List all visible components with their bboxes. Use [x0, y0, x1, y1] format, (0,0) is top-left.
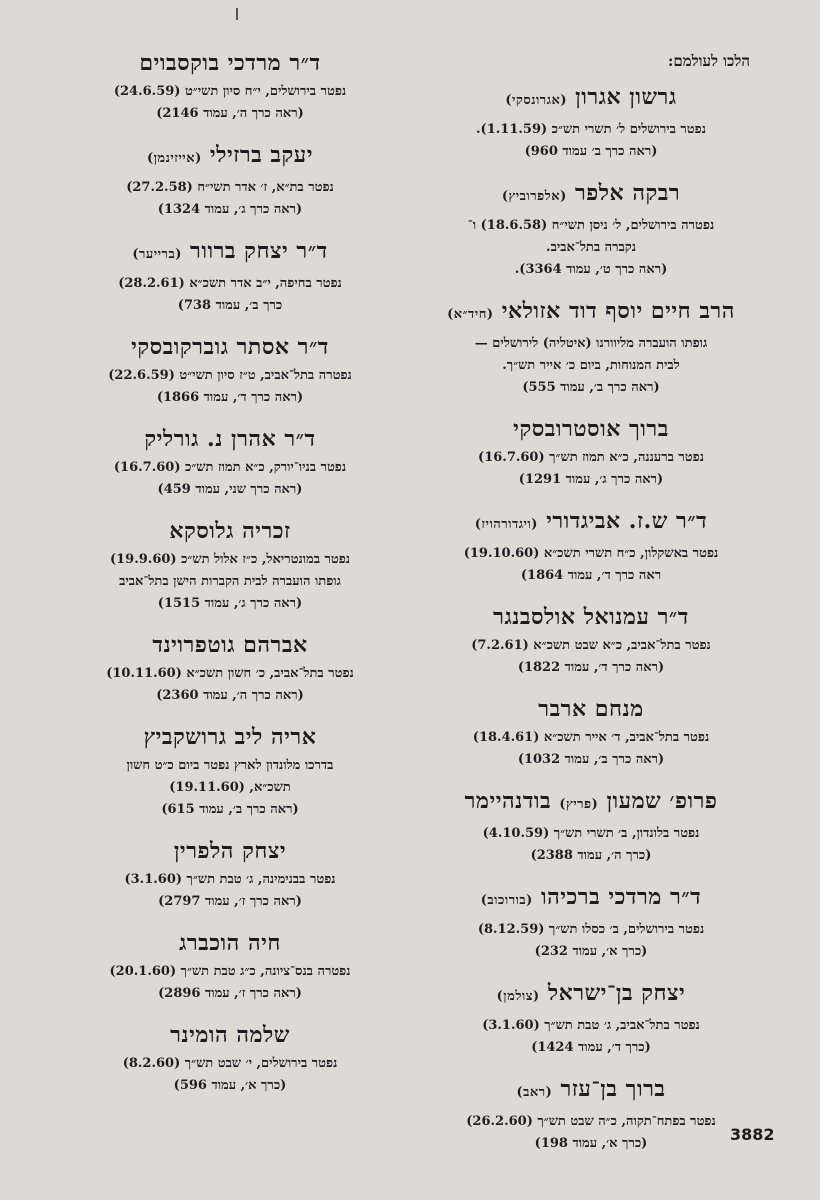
- entry-name: [80, 516, 380, 546]
- person-name: חיה הוכברג: [179, 930, 281, 956]
- former-name: (אגרונסקי): [505, 93, 567, 108]
- volume-reference: (ראה כרך ג׳, עמוד 1291): [518, 472, 664, 487]
- volume-reference: (ראה כרך ג׳, עמוד 1324): [157, 202, 303, 217]
- death-detail-line: נפטר ברעננה, כ״א תמוז תש״ך (16.7.60): [478, 450, 704, 465]
- obituary-entry: [80, 424, 380, 501]
- entry-name: [422, 296, 760, 330]
- death-detail-line: נפטר בניו־יורק, כ״א תמוז תש״כ (16.7.60): [113, 460, 347, 475]
- person-surname: בודנהיימר: [464, 788, 552, 814]
- obituary-entry: [80, 48, 380, 125]
- left-column: [80, 48, 380, 1112]
- obituary-entry: [80, 332, 380, 409]
- volume-reference: (ראה כרך ד׳, עמוד 1822): [517, 660, 665, 675]
- entry-name: [80, 722, 380, 752]
- entry-name: [80, 928, 380, 958]
- person-name: ברוך אוסטרובסקי: [513, 416, 669, 442]
- volume-reference: (ראה כרך ז׳, עמוד 2896): [158, 986, 302, 1001]
- volume-reference: (כרך א׳, עמוד 596): [173, 1078, 287, 1093]
- death-detail-line: נפטרה בנס־ציונה, כ״ג טבת תש״ך (20.1.60): [109, 964, 351, 979]
- obituary-entry: [80, 516, 380, 615]
- obituary-entry: [80, 1020, 380, 1097]
- former-name: (פריץ): [559, 797, 599, 812]
- person-name: פרופ׳ שמעון: [606, 788, 718, 814]
- former-name: (אייזינמן): [146, 151, 202, 166]
- death-detail-line: גופתו הועברה מליוורנו (איטליה) לירושלים —: [474, 336, 708, 351]
- death-detail-line: נפטר בחיפה, י״ב אדר תשכ״א (28.2.61): [118, 276, 342, 291]
- volume-reference: (ראה כרך ט׳, עמוד 3364).: [514, 262, 668, 277]
- person-name: אברהם גוטפרוינד: [152, 632, 308, 658]
- entry-name: [80, 630, 380, 660]
- person-name: רבקה אלפר: [574, 180, 681, 206]
- volume-reference: (ראה כרך ב׳, עמוד 615): [161, 802, 299, 817]
- volume-reference: (כרך ד׳, עמוד 1424): [531, 1040, 651, 1055]
- obituary-entry: [422, 694, 760, 771]
- volume-reference: (ראה כרך ב׳, עמוד 1032): [517, 752, 665, 767]
- obituary-entry: [422, 1074, 760, 1155]
- volume-reference: (כרך א׳, עמוד 198): [534, 1136, 648, 1151]
- death-detail-line: לבית המנוחות, ביום כ׳ אייר תש״ך.: [502, 358, 680, 373]
- person-name: מנחם ארבר: [538, 696, 644, 722]
- entry-name: [80, 140, 380, 174]
- former-name: (אלפרוביץ): [501, 189, 567, 204]
- entry-name: [422, 1074, 760, 1108]
- death-detail-line: גופתו הועברה לבית הקברות הישן בתל־אביב: [119, 574, 341, 589]
- obituary-entry: [422, 296, 760, 399]
- person-name: ד״ר עמנואל אולסבנגר: [493, 604, 689, 630]
- death-detail-line: נקברה בתל־אביב.: [546, 240, 636, 255]
- volume-reference: (ראה כרך שני, עמוד 459): [157, 482, 303, 497]
- entry-name: [422, 602, 760, 632]
- person-name: שלמה הומינר: [170, 1022, 290, 1048]
- obituary-entry: [422, 178, 760, 281]
- volume-reference: (ראה כרך ב׳ עמוד 960): [524, 144, 658, 159]
- death-detail-line: נפטר בלונדון, ב׳ תשרי תש״ך (4.10.59): [482, 826, 700, 841]
- entry-name: [422, 978, 760, 1012]
- obituary-entry: [80, 836, 380, 913]
- person-name: אריה ליב גרושקביץ: [143, 724, 317, 750]
- person-name: יצחק הלפרין: [173, 838, 287, 864]
- volume-reference: (ראה כרך ה׳, עמוד 2146): [156, 106, 304, 121]
- obituary-entry: [422, 786, 760, 867]
- person-name: גרשון אגרון: [575, 84, 677, 110]
- death-detail-line: נפטרה בתל־אביב, ט״ז סיון תשי״ט (22.6.59): [108, 368, 352, 383]
- volume-reference: (כרך א׳, עמוד 232): [534, 944, 648, 959]
- obituary-entry: [422, 82, 760, 163]
- volume-reference: (ראה כרך ג׳, עמוד 1515): [157, 596, 303, 611]
- person-name: ד״ר אהרן נ. גורליק: [144, 426, 316, 452]
- death-detail-line: נפטר בתל־אביב, ד׳ אייר תשכ״א (18.4.61): [472, 730, 710, 745]
- entry-name: [80, 236, 380, 270]
- person-name: יעקב ברזילי: [209, 142, 314, 168]
- volume-reference: (כרך ה׳, עמוד 2388): [530, 848, 652, 863]
- entry-name: [80, 1020, 380, 1050]
- former-name: (צולמן): [496, 989, 540, 1004]
- person-name: הרב חיים יוסף דוד אזולאי: [501, 298, 735, 324]
- death-detail-line: נפטר בתל־אביב, כ׳ חשון תשכ״א (10.11.60): [106, 666, 354, 681]
- volume-reference: (ראה כרך ב׳, עמוד 555): [522, 380, 660, 395]
- death-detail-line: נפטרה בירושלים, ל׳ ניסן תשי״ח (18.6.58) ו־: [467, 218, 715, 233]
- entry-name: [80, 332, 380, 362]
- volume-reference: (ראה כרך ה׳, עמוד 2360): [156, 688, 304, 703]
- entry-name: [422, 506, 760, 540]
- obituary-entry: [422, 414, 760, 491]
- obituary-entry: [80, 630, 380, 707]
- death-detail-line: בדרכו מלונדון לארץ נפטר ביום כ״ט חשון: [126, 758, 334, 773]
- obituary-entry: [422, 506, 760, 587]
- former-name: (חיד״א): [447, 307, 494, 322]
- death-detail-line: נפטר בירושלים, ב׳ כסלו תש״ך (8.12.59): [477, 922, 705, 937]
- person-name: זכריה גלוסקא: [169, 518, 291, 544]
- death-detail-line: נפטר במונטריאל, כ״ז אלול תש״כ (19.9.60): [109, 552, 351, 567]
- entry-name: [422, 82, 760, 116]
- obituary-entry: [422, 978, 760, 1059]
- obituary-entry: [422, 602, 760, 679]
- entry-name: [80, 48, 380, 78]
- person-name: ד״ר מרדכי ברכיהו: [541, 884, 702, 910]
- death-detail-line: נפטר בתל־אביב, ג׳ טבת תש״ך (3.1.60): [482, 1018, 700, 1033]
- former-name: (ברייער): [132, 247, 182, 262]
- person-name: ברוך בן־עזר: [560, 1076, 666, 1102]
- volume-reference: (ראה כרך ד׳, עמוד 1866): [156, 390, 304, 405]
- right-column: [422, 82, 760, 1170]
- person-name: ד״ר מרדכי בוקסבוים: [139, 50, 321, 76]
- death-detail-line: תשכ״א, (19.11.60): [169, 780, 291, 795]
- person-name: ד״ר אסתר גוברקובסקי: [131, 334, 329, 360]
- death-detail-line: נפטר בירושלים, י״ח סיון תשי״ט (24.6.59): [113, 84, 347, 99]
- entry-name: [80, 836, 380, 866]
- former-name: (בורוכוב): [480, 893, 533, 908]
- page-number: 3882: [730, 1125, 775, 1144]
- death-detail-line: נפטר בירושלים ל׳ תשרי תש״כ (1.11.59).: [476, 122, 706, 137]
- death-detail-line: נפטר בפתח־תקוה, כ״ה שבט תש״ך (26.2.60): [466, 1114, 716, 1129]
- section-header: הלכו לעולמם:: [667, 52, 750, 70]
- person-name: ד״ר יצחק ברוור: [190, 238, 328, 264]
- volume-reference: ראה כרך ד׳, עמוד 1864): [520, 568, 662, 583]
- entry-name: [422, 694, 760, 724]
- entry-name: [422, 882, 760, 916]
- entry-name: [422, 178, 760, 212]
- obituary-entry: [80, 140, 380, 221]
- person-name: יצחק בן־ישראל: [547, 980, 686, 1006]
- obituary-entry: [422, 882, 760, 963]
- former-name: (ראב): [516, 1085, 553, 1100]
- obituary-entry: [80, 236, 380, 317]
- obituary-entry: [80, 722, 380, 821]
- scan-mark: [236, 8, 238, 20]
- former-name: (ויגדורהויז): [474, 517, 538, 532]
- volume-reference: כרך ב׳, עמוד 738): [177, 298, 283, 313]
- obituary-entry: [80, 928, 380, 1005]
- volume-reference: (ראה כרך ז׳, עמוד 2797): [158, 894, 302, 909]
- entry-name: [422, 786, 760, 820]
- person-name: ד״ר ש.ז. אביגדורי: [546, 508, 708, 534]
- death-detail-line: נפטר בבנימינה, ג׳ טבת תש״ך (3.1.60): [124, 872, 336, 887]
- death-detail-line: נפטר בתל־אביב, כ״א שבט תשכ״א (7.2.61): [471, 638, 711, 653]
- death-detail-line: נפטר בת״א, ז׳ אדר תשי״ח (27.2.58): [126, 180, 334, 195]
- death-detail-line: נפטר באשקלון, כ״ח תשרי תשכ״א (19.10.60): [463, 546, 719, 561]
- entry-name: [422, 414, 760, 444]
- death-detail-line: נפטר בירושלים, י׳ שבט תש״ך (8.2.60): [122, 1056, 338, 1071]
- entry-name: [80, 424, 380, 454]
